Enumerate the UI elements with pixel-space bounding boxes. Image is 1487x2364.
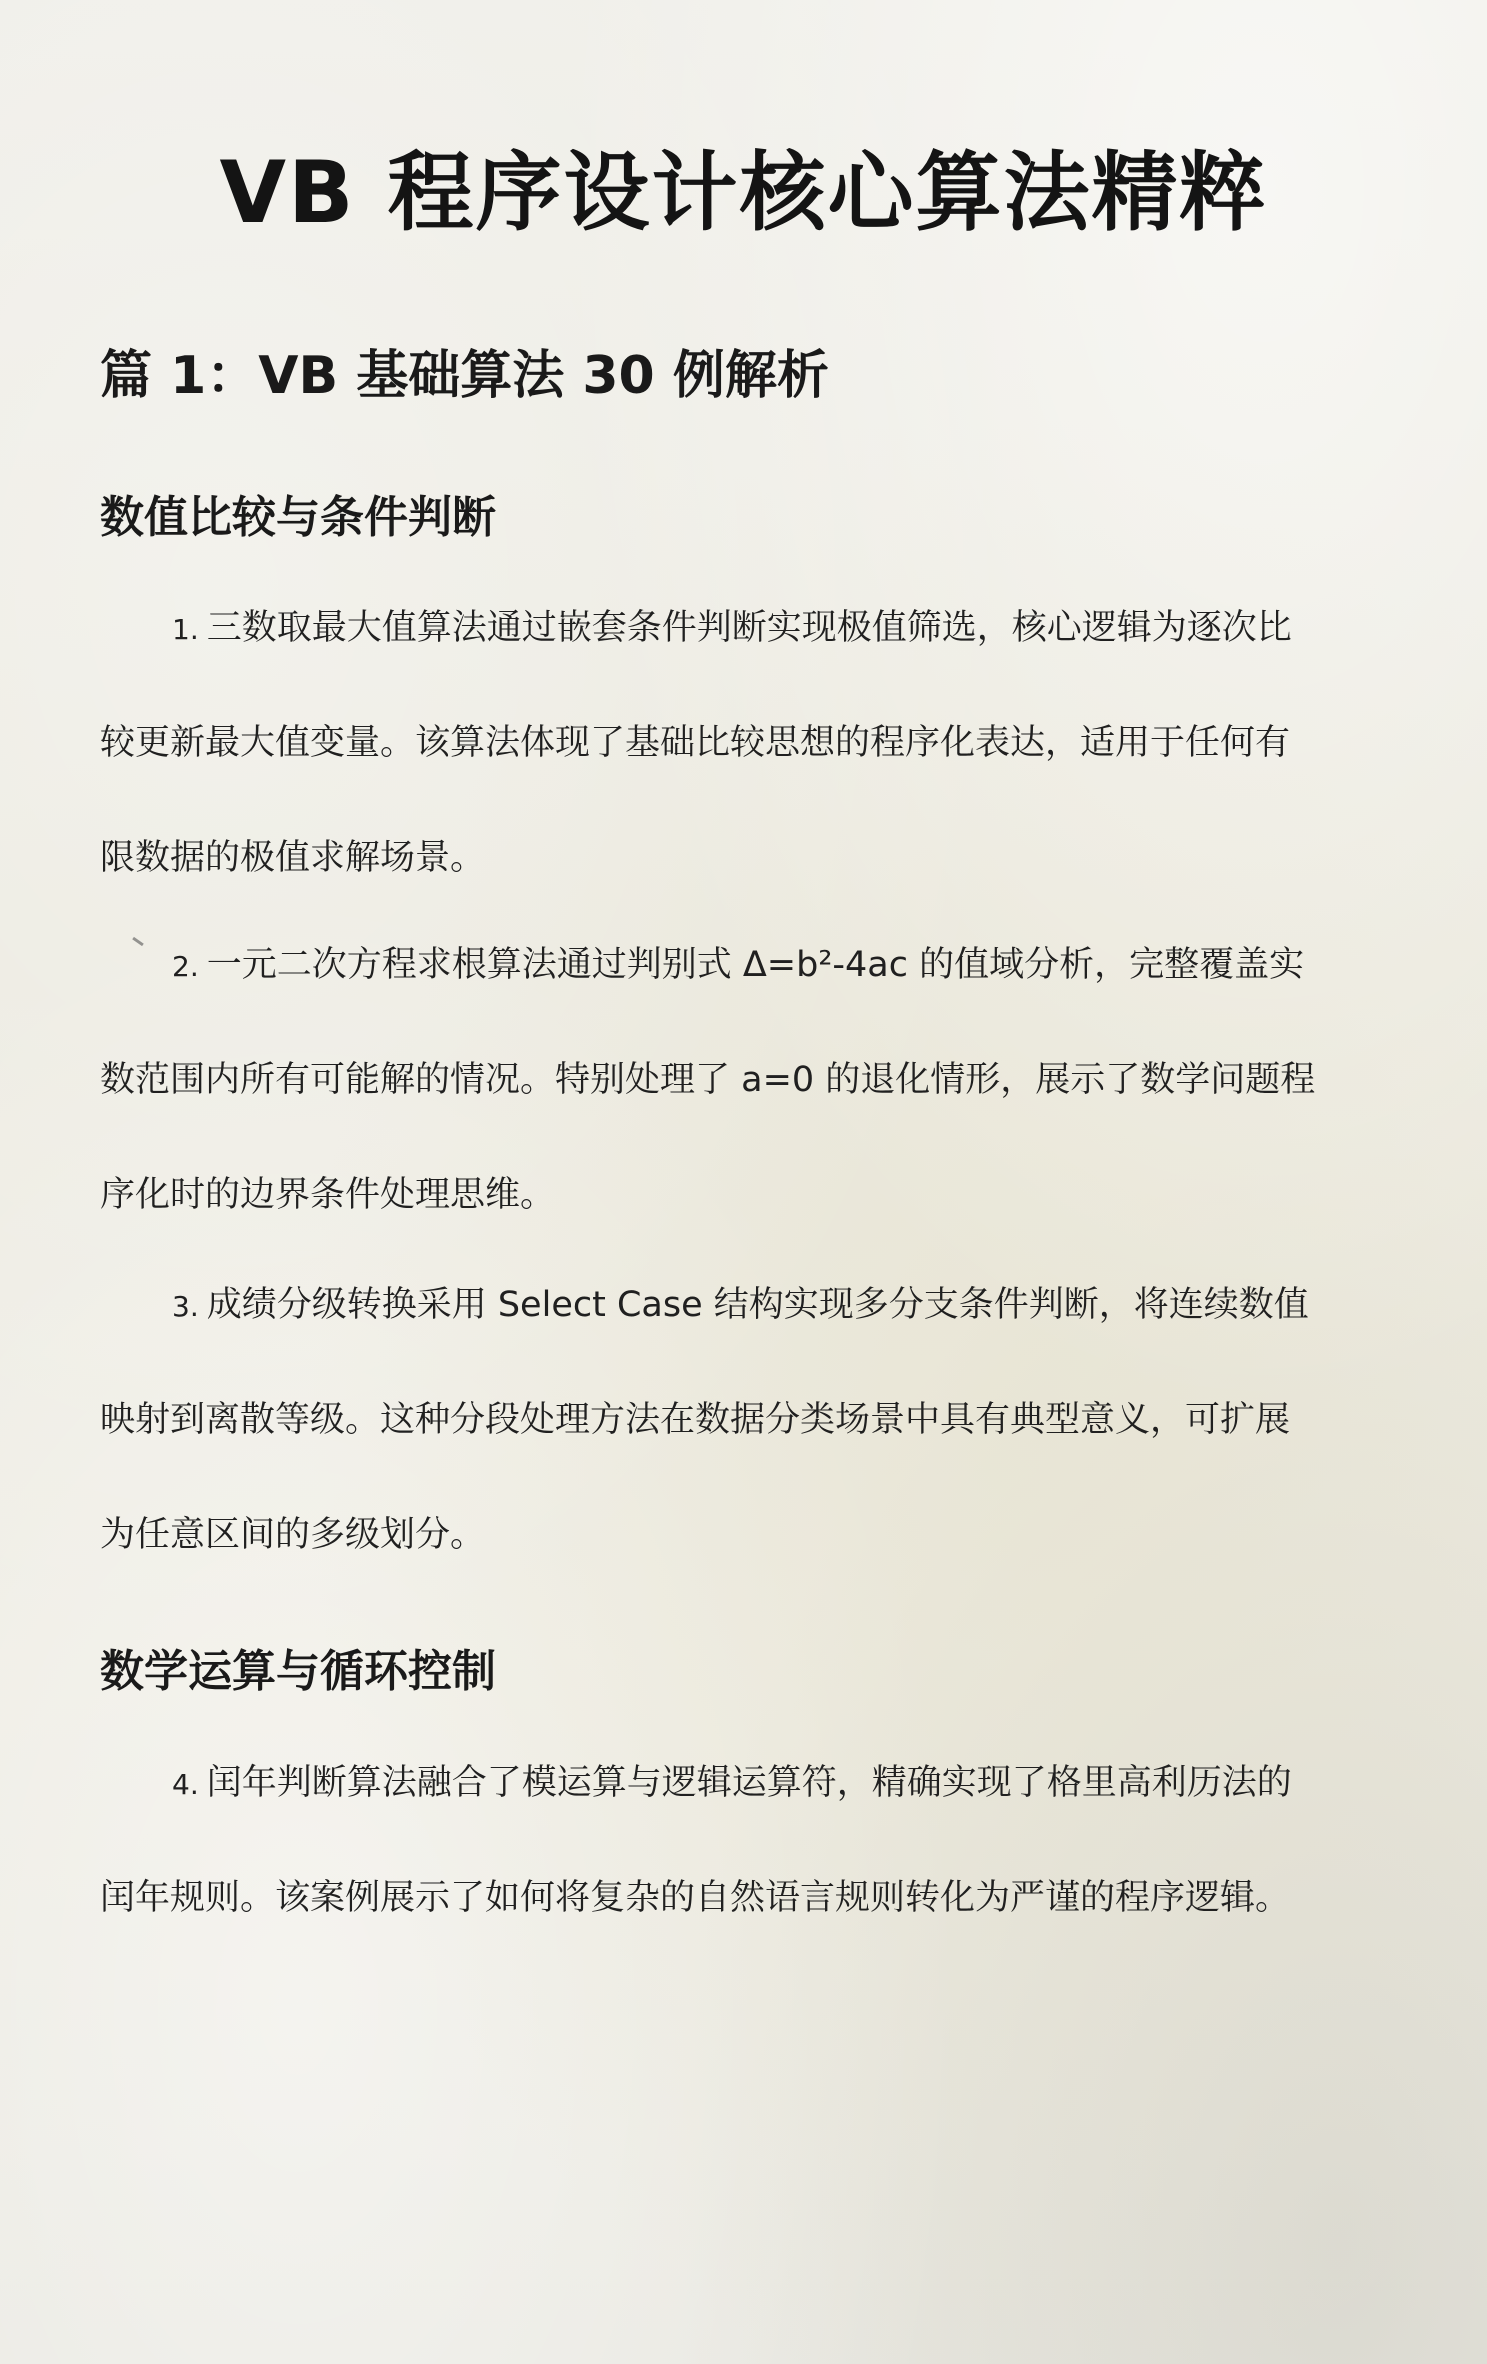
paragraph-line	[172, 1758, 1292, 1810]
paragraph-line: 映射到离散等级。这种分段处理方法在数据分类场景中具有典型意义，可扩展	[100, 1400, 1291, 1440]
paragraph-line: 序化时的边界条件处理思维。	[100, 1175, 556, 1215]
paragraph-line	[172, 940, 1304, 992]
section-heading-comparison: 数值比较与条件判断	[100, 492, 496, 543]
section-heading-math-loops: 数学运算与循环控制	[100, 1646, 496, 1697]
item-text: 三数取最大值算法通过嵌套条件判断实现极值筛选，核心逻辑为逐次比	[206, 608, 1292, 648]
paper-mark	[132, 937, 144, 946]
paragraph-line: 限数据的极值求解场景。	[100, 838, 486, 878]
paragraph-line	[172, 1280, 1309, 1332]
item-number: 3.	[172, 1290, 199, 1323]
item-number: 2.	[172, 950, 199, 983]
document-title: VB 程序设计核心算法精粹	[219, 143, 1268, 243]
chapter-title: 篇 1：VB 基础算法 30 例解析	[100, 346, 829, 406]
paragraph-line: 数范围内所有可能解的情况。特别处理了 a=0 的退化情形，展示了数学问题程	[100, 1060, 1316, 1100]
item-text: 成绩分级转换采用 Select Case 结构实现多分支条件判断，将连续数值	[206, 1285, 1309, 1325]
paragraph-line: 闰年规则。该案例展示了如何将复杂的自然语言规则转化为严谨的程序逻辑。	[100, 1878, 1291, 1918]
paragraph-line: 为任意区间的多级划分。	[100, 1515, 486, 1555]
paragraph-line: 较更新最大值变量。该算法体现了基础比较思想的程序化表达，适用于任何有	[100, 723, 1291, 763]
item-text: 一元二次方程求根算法通过判别式 Δ=b²-4ac 的值域分析，完整覆盖实	[206, 945, 1305, 985]
paragraph-line	[172, 603, 1292, 655]
item-number: 1.	[172, 613, 199, 646]
item-number: 4.	[172, 1768, 199, 1801]
item-text: 闰年判断算法融合了模运算与逻辑运算符，精确实现了格里高利历法的	[206, 1763, 1292, 1803]
